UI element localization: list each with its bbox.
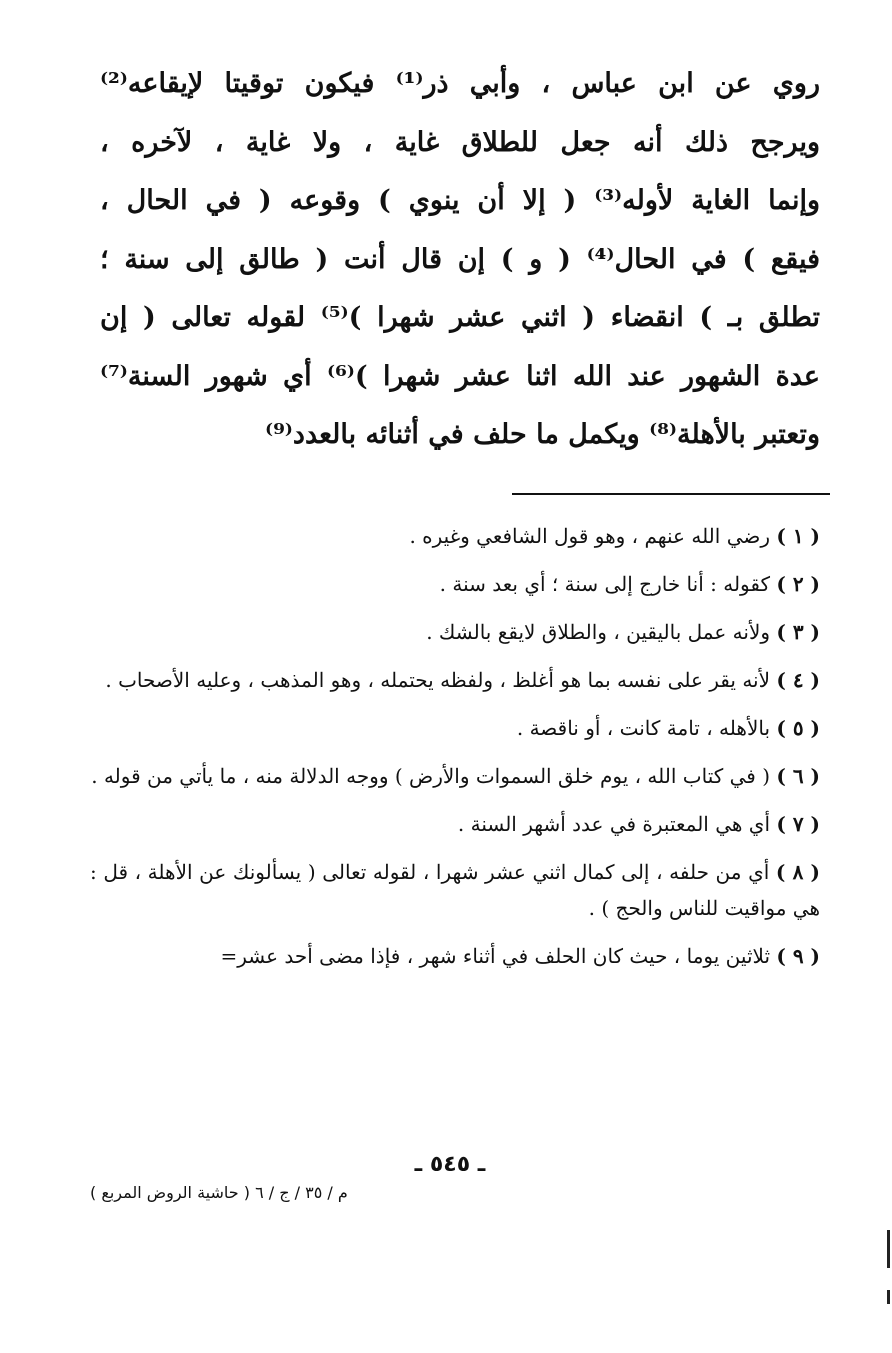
footnote-text: بالأهله ، تامة كانت ، أو ناقصة . [516, 716, 771, 740]
footnote [90, 758, 820, 794]
main-text-line: عدة الشهور عند الله اثنا عشر شهرا )⁽⁶⁾ أي شهور السنة⁽⁷⁾ [100, 360, 820, 392]
footnote-number: ( ٢ ) [776, 572, 820, 596]
main-text-line: وإنما الغاية لأوله⁽³⁾ ( إلا أن ينوي ) وقوعه ( في الحال ، [100, 185, 820, 216]
footnote-number: ( ١ ) [776, 524, 820, 548]
footnote [90, 614, 820, 650]
main-text-block [100, 55, 820, 465]
footnote-text: كقوله : أنا خارج إلى سنة ؛ أي بعد سنة . [439, 572, 771, 596]
main-text-line: تطلق بـ ) انقضاء ( اثني عشر شهرا )⁽⁵⁾ لقوله تعالى ( إن [100, 302, 820, 333]
footnote [90, 518, 820, 554]
footnote-number: ( ٤ ) [776, 668, 820, 692]
main-text-line: ويرجح ذلك أنه جعل للطلاق غاية ، ولا غاية ، لآخره ، [100, 126, 820, 158]
footnote-text: ولأنه عمل باليقين ، والطلاق لايقع بالشك . [426, 620, 771, 644]
footnote-number: ( ٣ ) [776, 620, 820, 644]
page-number: ـ ٥٤٥ ـ [414, 1152, 486, 1177]
footnote [90, 938, 820, 974]
footnote-text: أي هي المعتبرة في عدد أشهر السنة . [457, 812, 771, 836]
book-reference: م / ٣٥ / ج / ٦ ( حاشية الروض المربع ) [90, 1183, 348, 1202]
footnotes-block [90, 518, 820, 986]
scan-edge-mark [887, 1230, 890, 1268]
footnote-number: ( ٧ ) [776, 812, 820, 836]
footnote [90, 566, 820, 602]
footnote-number: ( ٦ ) [776, 764, 820, 788]
footnote-text: رضي الله عنهم ، وهو قول الشافعي وغيره . [409, 524, 771, 548]
footnote-number: ( ٩ ) [776, 944, 820, 968]
footnote-text: ( في كتاب الله ، يوم خلق السموات والأرض ) ووجه الدلالة منه ، ما يأتي من قوله . [91, 764, 771, 788]
footnote-text: لأنه يقر على نفسه بما هو أغلظ ، ولفظه يحتمله ، وهو المذهب ، وعليه الأصحاب . [105, 668, 771, 692]
footnote [90, 854, 820, 926]
footnote [90, 710, 820, 746]
footnote-number: ( ٨ ) [775, 860, 820, 884]
main-text-line: فيقع ) في الحال⁽⁴⁾ ( و ) إن قال أنت ( طالق إلى سنة ؛ [100, 243, 820, 275]
footnote [90, 806, 820, 842]
footnote-number: ( ٥ ) [776, 716, 820, 740]
footnote [90, 662, 820, 698]
footnote-separator [512, 493, 830, 495]
main-text-line: روي عن ابن عباس ، وأبي ذر⁽¹⁾ فيكون توقيتا لإيقاعه⁽²⁾ [100, 68, 820, 99]
footnote-text: أي من حلفه ، إلى كمال اثني عشر شهرا ، لقوله تعالى ( يسألونك عن الأهلة ، قل : هي مواقيت للناس والحج ) . [90, 860, 820, 920]
footnote-text: ثلاثين يوما ، حيث كان الحلف في أثناء شهر ، فإذا مضى أحد عشر= [220, 944, 771, 968]
main-text-line: وتعتبر بالأهلة⁽⁸⁾ ويكمل ما حلف في أثنائه بالعدد⁽⁹⁾ [265, 419, 820, 450]
scan-edge-mark [887, 1290, 890, 1304]
